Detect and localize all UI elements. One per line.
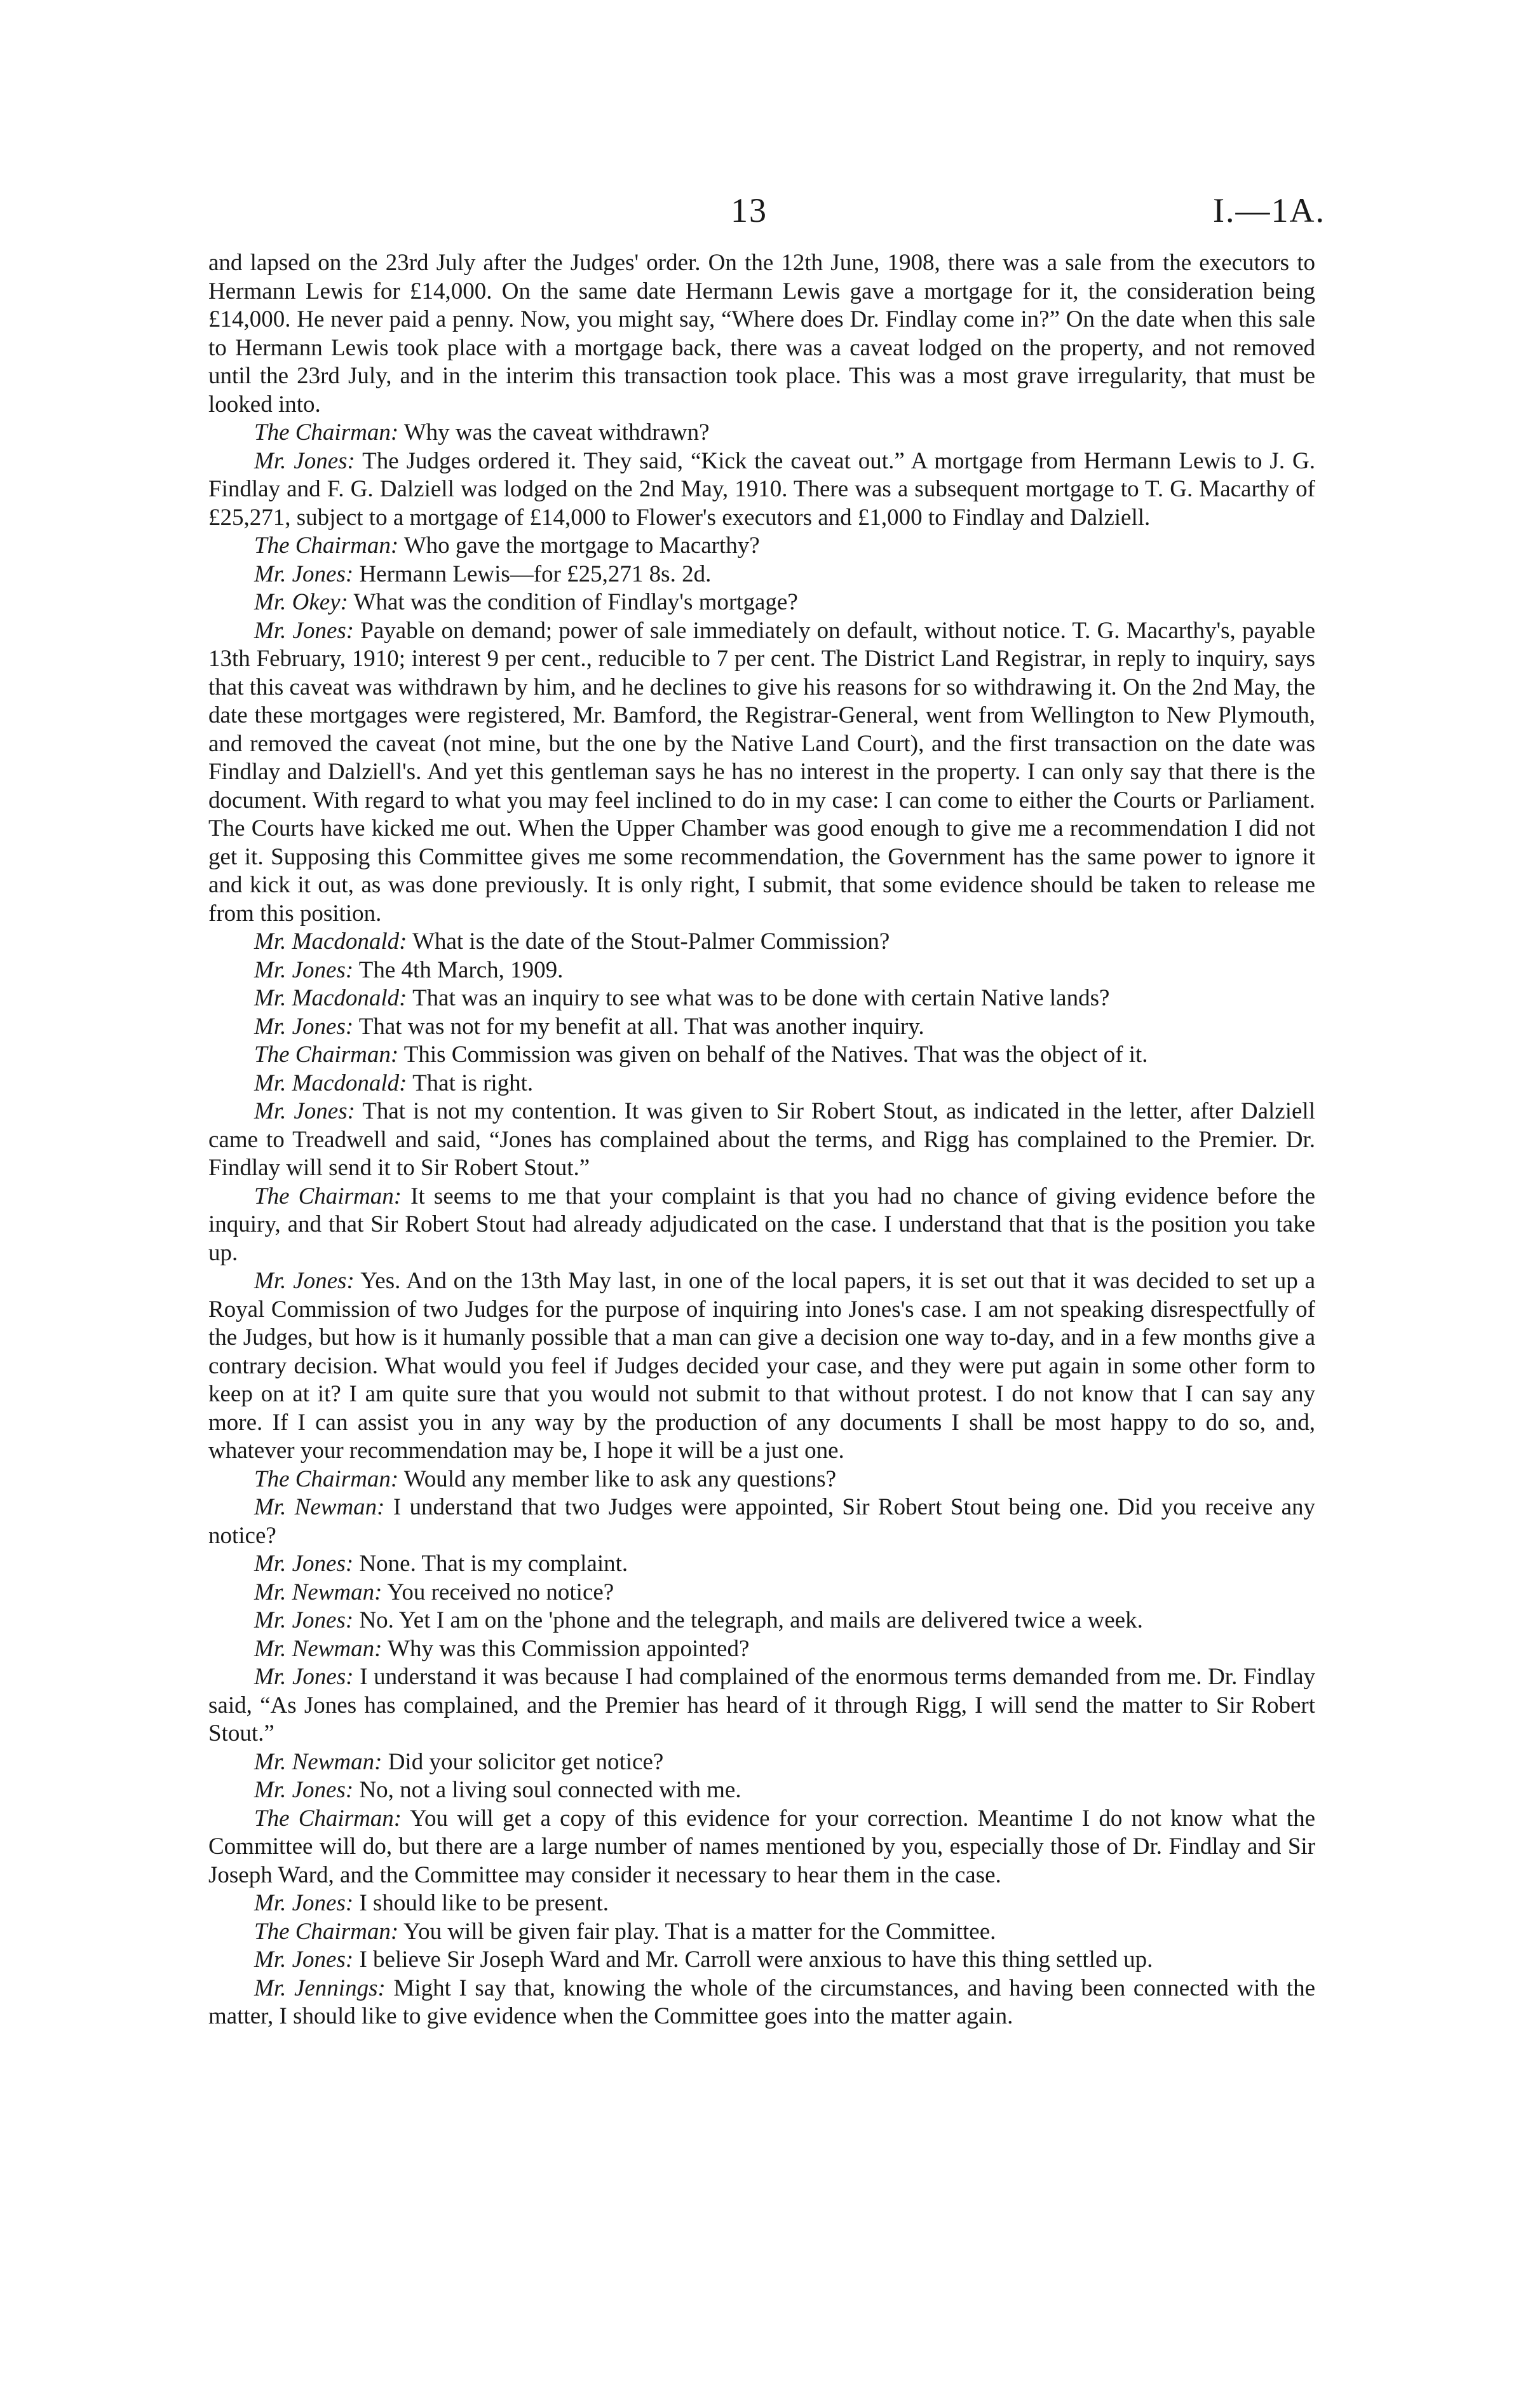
paragraph-text: No, not a living soul connected with me. <box>359 1777 741 1803</box>
speaker-name: Mr. Jones: <box>254 1890 354 1916</box>
paragraph <box>208 1663 1315 1748</box>
paragraph <box>208 1493 1315 1550</box>
paragraph <box>208 419 1315 447</box>
paragraph-text: Why was this Commission appointed? <box>388 1635 750 1662</box>
paragraph <box>208 561 1315 589</box>
paragraph-text: The Judges ordered it. They said, “Kick the caveat out.” A mortgage from Hermann Lewis to J. G. Findlay and F. G. Dalziell was lodged on the 2nd May, 1910. There was a subsequent mortgage to T. G. Macarthy of £25,271, subject to a mortgage of £14,000 to Flower's executors and £1,000 to Findlay and Dalziell. <box>208 447 1315 531</box>
paragraph <box>208 1098 1315 1183</box>
speaker-name: Mr. Jones: <box>254 447 355 474</box>
paragraph <box>208 617 1315 929</box>
speaker-name: Mr. Jones: <box>254 1098 355 1124</box>
paragraph-text: Who gave the mortgage to Macarthy? <box>403 533 760 559</box>
paragraph <box>208 1889 1315 1918</box>
speaker-name: Mr. Jones: <box>254 1947 354 1973</box>
speaker-name: The Chairman: <box>254 1918 399 1945</box>
paragraph-text: That is right. <box>412 1070 534 1096</box>
paragraph-text: Would any member like to ask any questions? <box>403 1466 837 1492</box>
speaker-name: Mr. Newman: <box>254 1748 382 1775</box>
page-number: 13 <box>731 191 768 229</box>
paragraph-text: It seems to me that your complaint is that you had no chance of giving evidence before the inquiry, and that Sir Robert Stout had already adjudicated on the case. I understand that that is the position you take up. <box>208 1183 1315 1266</box>
paragraph <box>208 928 1315 956</box>
paragraph-text: That was an inquiry to see what was to be done with certain Native lands? <box>412 985 1110 1011</box>
speaker-name: Mr. Jones: <box>254 617 355 644</box>
paragraph-text: You will be given fair play. That is a matter for the Committee. <box>403 1918 996 1945</box>
paragraph-text: Payable on demand; power of sale immediately on default, without notice. T. G. Macarthy's, payable 13th February, 1910; interest 9 per cent., reducible to 7 per cent. The District Land Registrar, in reply to inquiry, says that this caveat was withdrawn by him, and he declines to give his reasons for so withdrawing it. On the 2nd May, the date these mortgages were registered, Mr. Bamford, the Registrar-General, went from Wellington to New Plymouth, and removed the caveat (not mine, but the one by the Native Land Court), and the first transaction on the date was Findlay and Dalziell's. And yet this gentleman says he has no interest in the property. I can only say that there is the document. With regard to what you may feel inclined to do in my case: I can come to either the Courts or Parliament. The Courts have kicked me out. When the Upper Chamber was good enough to give me a recommendation I did not get it. Supposing this Committee gives me some recommendation, the Government has the same power to ignore it and kick it out, as was done previously. It is only right, I submit, that some evidence should be taken to release me from this position. <box>208 617 1316 927</box>
speaker-name: The Chairman: <box>254 533 399 559</box>
paragraph-text: This Commission was given on behalf of the Natives. That was the object of it. <box>403 1042 1148 1068</box>
speaker-name: Mr. Okey: <box>254 589 348 615</box>
speaker-name: Mr. Jones: <box>254 956 354 983</box>
speaker-name: Mr. Jones: <box>254 1551 354 1577</box>
paragraph <box>208 1070 1315 1098</box>
paragraph <box>208 532 1315 561</box>
paragraph <box>208 984 1315 1013</box>
paragraph <box>208 1776 1315 1805</box>
speaker-name: The Chairman: <box>254 1466 399 1492</box>
paragraph-text: That was not for my benefit at all. That was another inquiry. <box>358 1013 924 1040</box>
paragraph <box>208 1975 1315 2031</box>
speaker-name: Mr. Macdonald: <box>254 929 407 955</box>
paragraph-text: I should like to be present. <box>359 1890 609 1916</box>
speaker-name: The Chairman: <box>254 1183 402 1209</box>
paragraph <box>208 1748 1315 1777</box>
paragraph <box>208 1579 1315 1607</box>
paragraph <box>208 1013 1315 1042</box>
speaker-name: Mr. Jones: <box>254 1607 354 1633</box>
paragraph <box>208 1946 1315 1975</box>
paragraph-text: I understand that two Judges were appointed, Sir Robert Stout being one. Did you receive any notice? <box>208 1494 1316 1549</box>
paragraph <box>208 1466 1315 1494</box>
speaker-name: The Chairman: <box>254 1042 399 1068</box>
paragraph <box>208 1635 1315 1664</box>
speaker-name: Mr. Macdonald: <box>254 985 407 1011</box>
paragraph-text: What is the date of the Stout-Palmer Commission? <box>412 929 890 955</box>
paragraph-text: Why was the caveat withdrawn? <box>403 419 710 446</box>
paragraph-text: That is not my contention. It was given to Sir Robert Stout, as indicated in the letter, after Dalziell came to Treadwell and said, “Jones has complained about the terms, and Rigg has complained to the Premier. Dr. Findlay will send it to Sir Robert Stout.” <box>208 1098 1315 1181</box>
speaker-name: Mr. Newman: <box>254 1579 382 1605</box>
speaker-name: The Chairman: <box>254 419 399 446</box>
speaker-name: Mr. Jones: <box>254 561 354 587</box>
document-reference: I.—1A. <box>1213 191 1325 229</box>
paragraph-text: The 4th March, 1909. <box>358 956 564 983</box>
paragraph-text: What was the condition of Findlay's mortgage? <box>353 589 798 615</box>
paragraph-text: I believe Sir Joseph Ward and Mr. Carroll were anxious to have this thing settled up. <box>359 1947 1153 1973</box>
paragraph <box>208 249 1315 419</box>
speaker-name: The Chairman: <box>254 1805 402 1832</box>
paragraph <box>208 1041 1315 1070</box>
paragraph <box>208 1805 1315 1890</box>
speaker-name: Mr. Jones: <box>254 1268 355 1294</box>
paragraph <box>208 1918 1315 1947</box>
paragraph-text: Yes. And on the 13th May last, in one of the local papers, it is set out that it was decided to set up a Royal Commission of two Judges for the purpose of inquiring into Jones's case. I am not speaking disrespectfully of the Judges, but how is it humanly possible that a man can give a decision one way to-day, and in a few months give a contrary decision. What would you feel if Judges decided your case, and they were put again in some other form to keep on at it? I am quite sure that you would not submit to that without protest. I do not know that I can say any more. If I can assist you in any way by the production of any documents I shall be most happy to do so, and, whatever your recommendation may be, I hope it will be a just one. <box>208 1268 1315 1464</box>
speaker-name: Mr. Newman: <box>254 1494 385 1520</box>
paragraph-text: You received no notice? <box>387 1579 614 1605</box>
paragraph-text: Did your solicitor get notice? <box>388 1748 664 1775</box>
paragraph <box>208 1550 1315 1579</box>
speaker-name: Mr. Jones: <box>254 1777 354 1803</box>
paragraph-text: No. Yet I am on the 'phone and the telegraph, and mails are delivered twice a week. <box>359 1607 1143 1633</box>
speaker-name: Mr. Newman: <box>254 1635 382 1662</box>
paragraph <box>208 447 1315 533</box>
paragraph-text: Might I say that, knowing the whole of the circumstances, and having been connected with the matter, I should like to give evidence when the Committee goes into the matter again. <box>208 1975 1315 2029</box>
paragraph-text: You will get a copy of this evidence for your correction. Meantime I do not know what the Committee will do, but there are a large number of names mentioned by you, especially those of Dr. Findlay and Sir Joseph Ward, and the Committee may consider it necessary to hear them in the case. <box>208 1805 1315 1888</box>
paragraph <box>208 588 1315 617</box>
speaker-name: Mr. Macdonald: <box>254 1070 407 1096</box>
paragraph <box>208 956 1315 985</box>
speaker-name: Mr. Jones: <box>254 1664 354 1690</box>
speaker-name: Mr. Jennings: <box>254 1975 386 2001</box>
transcript-body <box>208 249 1315 2031</box>
paragraph-text: Hermann Lewis—for £25,271 8s. 2d. <box>359 561 712 587</box>
paragraph-text: and lapsed on the 23rd July after the Judges' order. On the 12th June, 1908, there was a sale from the executors to Hermann Lewis for £14,000. On the same date Hermann Lewis gave a mortgage for it, the consideration being £14,000. He never paid a penny. Now, you might say, “Where does Dr. Findlay come in?” On the date when this sale to Hermann Lewis took place with a mortgage back, there was a caveat lodged on the property, and not removed until the 23rd July, and in the interim this transaction took place. This was a most grave irregularity, that must be looked into. <box>208 250 1315 418</box>
speaker-name: Mr. Jones: <box>254 1013 354 1040</box>
paragraph-text: None. That is my complaint. <box>359 1551 628 1577</box>
paragraph <box>208 1267 1315 1466</box>
paragraph <box>208 1183 1315 1268</box>
paragraph-text: I understand it was because I had complained of the enormous terms demanded from me. Dr. Findlay said, “As Jones has complained, and the Premier has heard of it through Rigg, I will send the matter to Sir Robert Stout.” <box>208 1664 1315 1746</box>
paragraph <box>208 1607 1315 1635</box>
